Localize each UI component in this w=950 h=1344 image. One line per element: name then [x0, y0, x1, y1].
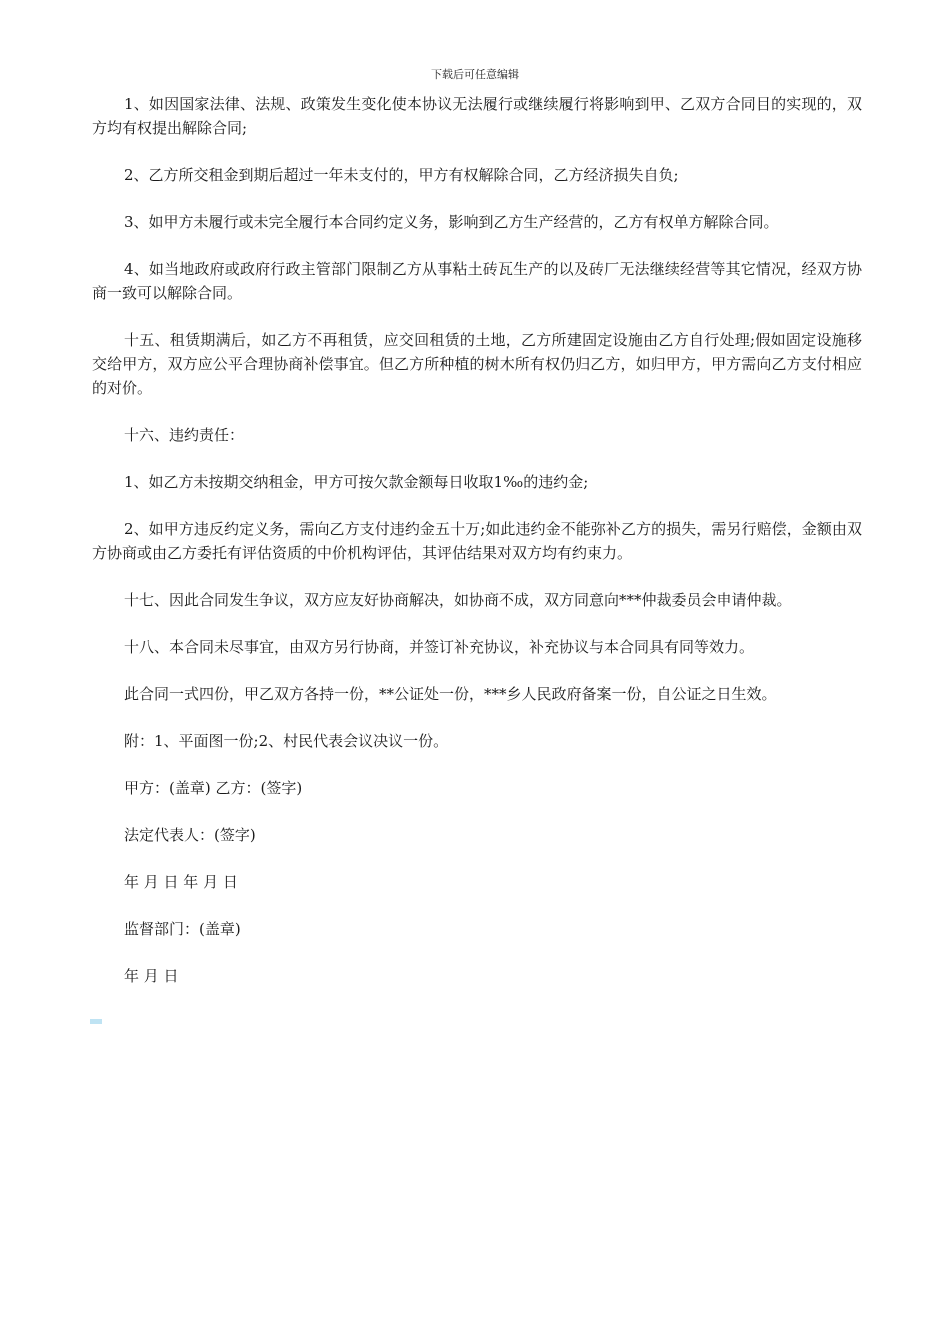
signature-dates: 年 月 日 年 月 日 — [124, 873, 238, 891]
clause-16-item-2: 2、如甲方违反约定义务，需向乙方支付违约金五十万;如此违约金不能弥补乙方的损失，需另行赔偿，金额由双方协商或由乙方委托有评估资质的中价机构评估，其评估结果对双方均有约束力。 — [92, 520, 862, 562]
supervising-date: 年 月 日 — [124, 967, 179, 985]
attachments: 附：1、平面图一份;2、村民代表会议决议一份。 — [124, 732, 449, 750]
clause-16-heading: 十六、违约责任： — [124, 426, 245, 444]
clause-15-expiry: 十五、租赁期满后，如乙方不再租赁，应交回租赁的土地，乙方所建固定设施由乙方自行处理;假如固定设施移交给甲方，双方应公平合理协商补偿事宜。但乙方所种植的树木所有权仍归乙方，如归甲方，甲方需向乙方支付相应的对价。 — [92, 331, 862, 397]
header-note: 下载后可任意编辑 — [431, 68, 519, 81]
clause-18-supplement: 十八、本合同未尽事宜，由双方另行协商，并签订补充协议，补充协议与本合同具有同等效力。 — [124, 638, 755, 656]
signature-parties: 甲方：(盖章) 乙方：(签字) — [124, 779, 303, 797]
copies-statement: 此合同一式四份，甲乙双方各持一份，**公证处一份，***乡人民政府备案一份，自公证之日生效。 — [124, 685, 777, 703]
legal-representative: 法定代表人：(签字) — [124, 826, 256, 844]
clause-termination-1: 1、如因国家法律、法规、政策发生变化使本协议无法履行或继续履行将影响到甲、乙双方合同目的实现的，双方均有权提出解除合同; — [92, 95, 862, 137]
contract-body — [92, 92, 862, 1011]
clause-17-dispute: 十七、因此合同发生争议，双方应友好协商解决，如协商不成，双方同意向***仲裁委员会申请仲裁。 — [124, 591, 792, 609]
clause-termination-4: 4、如当地政府或政府行政主管部门限制乙方从事粘土砖瓦生产的以及砖厂无法继续经营等其它情况，经双方协商一致可以解除合同。 — [92, 260, 862, 302]
clause-termination-2: 2、乙方所交租金到期后超过一年未支付的，甲方有权解除合同，乙方经济损失自负; — [124, 166, 679, 184]
clause-16-item-1: 1、如乙方未按期交纳租金，甲方可按欠款金额每日收取1‰的违约金; — [124, 473, 589, 491]
highlight-marker — [90, 1019, 102, 1024]
supervising-department: 监督部门：(盖章) — [124, 920, 241, 938]
clause-termination-3: 3、如甲方未履行或未完全履行本合同约定义务，影响到乙方生产经营的，乙方有权单方解除合同。 — [124, 213, 779, 231]
